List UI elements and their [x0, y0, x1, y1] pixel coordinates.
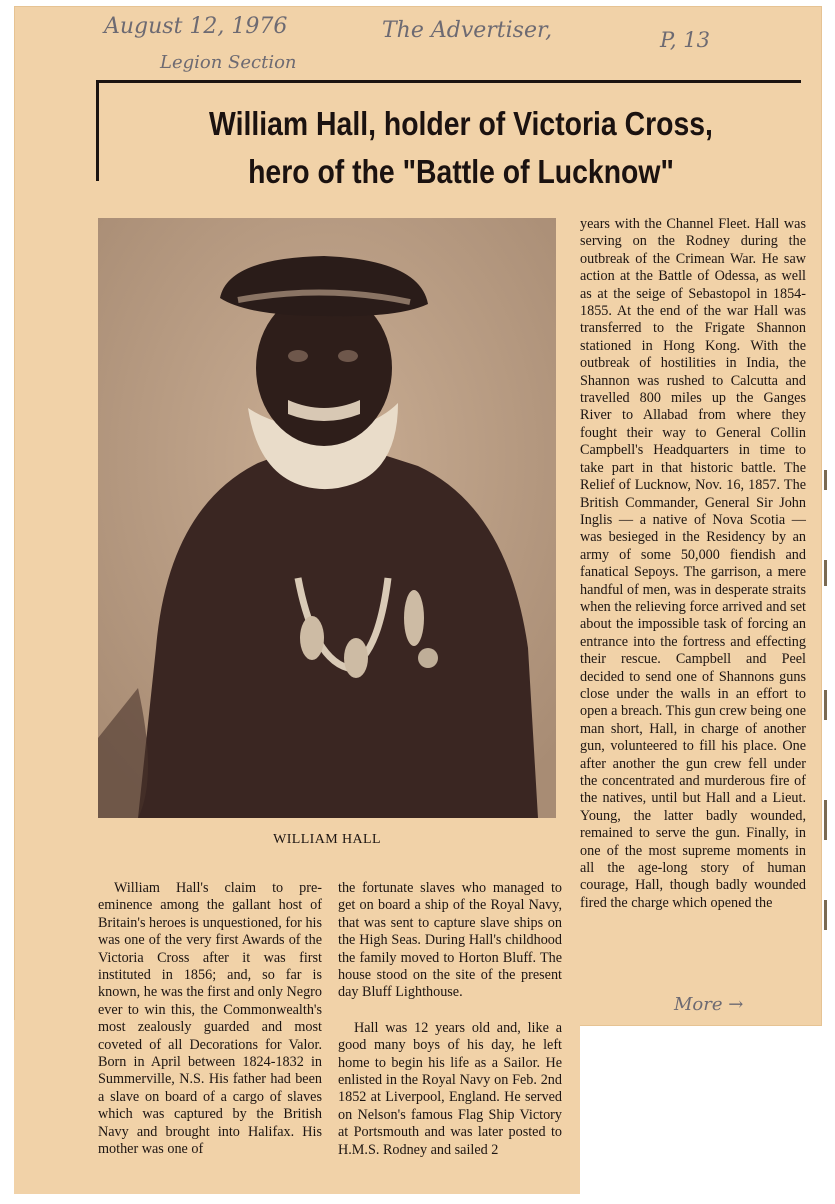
portrait-photo: [98, 218, 556, 818]
article-column-middle: [338, 880, 562, 1159]
article-column-right: [580, 216, 806, 912]
headline-line-2: hero of the "Battle of Lucknow": [248, 153, 674, 190]
article-paragraph: years with the Channel Fleet. Hall was serving on the Rodney during the outbreak of the Crimean War. He saw action at the Battle of Odessa, as well as at the seige of Sebastopol in 1854-1855. At the end of the war Hall was transferred to the Frigate Shannon stationed in Hong Kong. With the outbreak of hostilities in India, the Shannon was rushed to Calcutta and travelled 800 miles up the Ganges River to Allabad from where they fought their way to General Collin Campbell's Headquarters in time to take part in that historic battle. The Relief of Lucknow, Nov. 16, 1857. The British Commander, General Sir John Inglis — a native of Nova Scotia — was besieged in the Residency by an army of some 50,000 fiendish and fanatical Sepoys. The garrison, a mere handful of men, was in desperate straits when the relieving force arrived and set about the impossible task of forcing an entrance into the fortress and effecting their rescue. Campbell and Peel decided to send one of Shannons guns close under the walls in an effort to open a breach. This gun crew being one man short, Hall, in charge of another gun, volunteered to fill his place. One after another the gun crew fell under the concentrated and murderous fire of the natives, until but Hall and a Lieut. Young, the latter badly wounded, remained to serve the gun. Finally, in one of the most supreme moments in all the age-long story of human courage, Hall, though badly wounded fired the charge which opened the: [580, 216, 806, 911]
margin-mark: [824, 800, 827, 840]
handwritten-section: Legion Section: [160, 52, 297, 73]
headline-line-1: William Hall, holder of Victoria Cross,: [209, 105, 713, 142]
article-paragraph: the fortunate slaves who managed to get on board a ship of the Royal Navy, that was sent to capture slave ships on the High Seas. During Hall's childhood the family moved to Horton Bluff. The house stood on the site of the present day Bluff Lighthouse.: [338, 880, 562, 1001]
margin-mark: [824, 560, 827, 586]
margin-mark: [824, 470, 827, 490]
article-paragraph: Hall was 12 years old and, like a good many boys of his day, he left home to begin his life as a Sailor. He enlisted in the Royal Navy on Feb. 2nd 1852 at Liverpool, England. He served on Nelson's famous Flag Ship Victory at Portsmouth and was later posted to H.M.S. Rodney and sailed 2: [338, 1019, 562, 1158]
handwritten-date: August 12, 1976: [104, 14, 288, 39]
article-column-left: [98, 880, 322, 1159]
photo-caption: WILLIAM HALL: [273, 832, 381, 847]
margin-mark: [824, 900, 827, 930]
handwritten-page: P, 13: [660, 28, 710, 52]
headline: [147, 100, 775, 196]
handwritten-publication: The Advertiser,: [382, 18, 553, 43]
article-paragraph: William Hall's claim to pre-eminence among the gallant host of Britain's heroes is unquestioned, for his was one of the very first Awards of the Victoria Cross after it was first instituted in 1856; and, so far is known, he was the first and only Negro ever to win this, the Commonwealth's most zealously guarded and most coveted of all Decorations for Valor. Born in April between 1824-1832 in Summerville, N.S. His father had been a slave on board of a cargo of slaves which was captured by the British Navy and brought into Halifax. His mother was one of: [98, 880, 323, 1158]
handwritten-continued: More →: [674, 994, 744, 1015]
margin-mark: [824, 690, 827, 720]
